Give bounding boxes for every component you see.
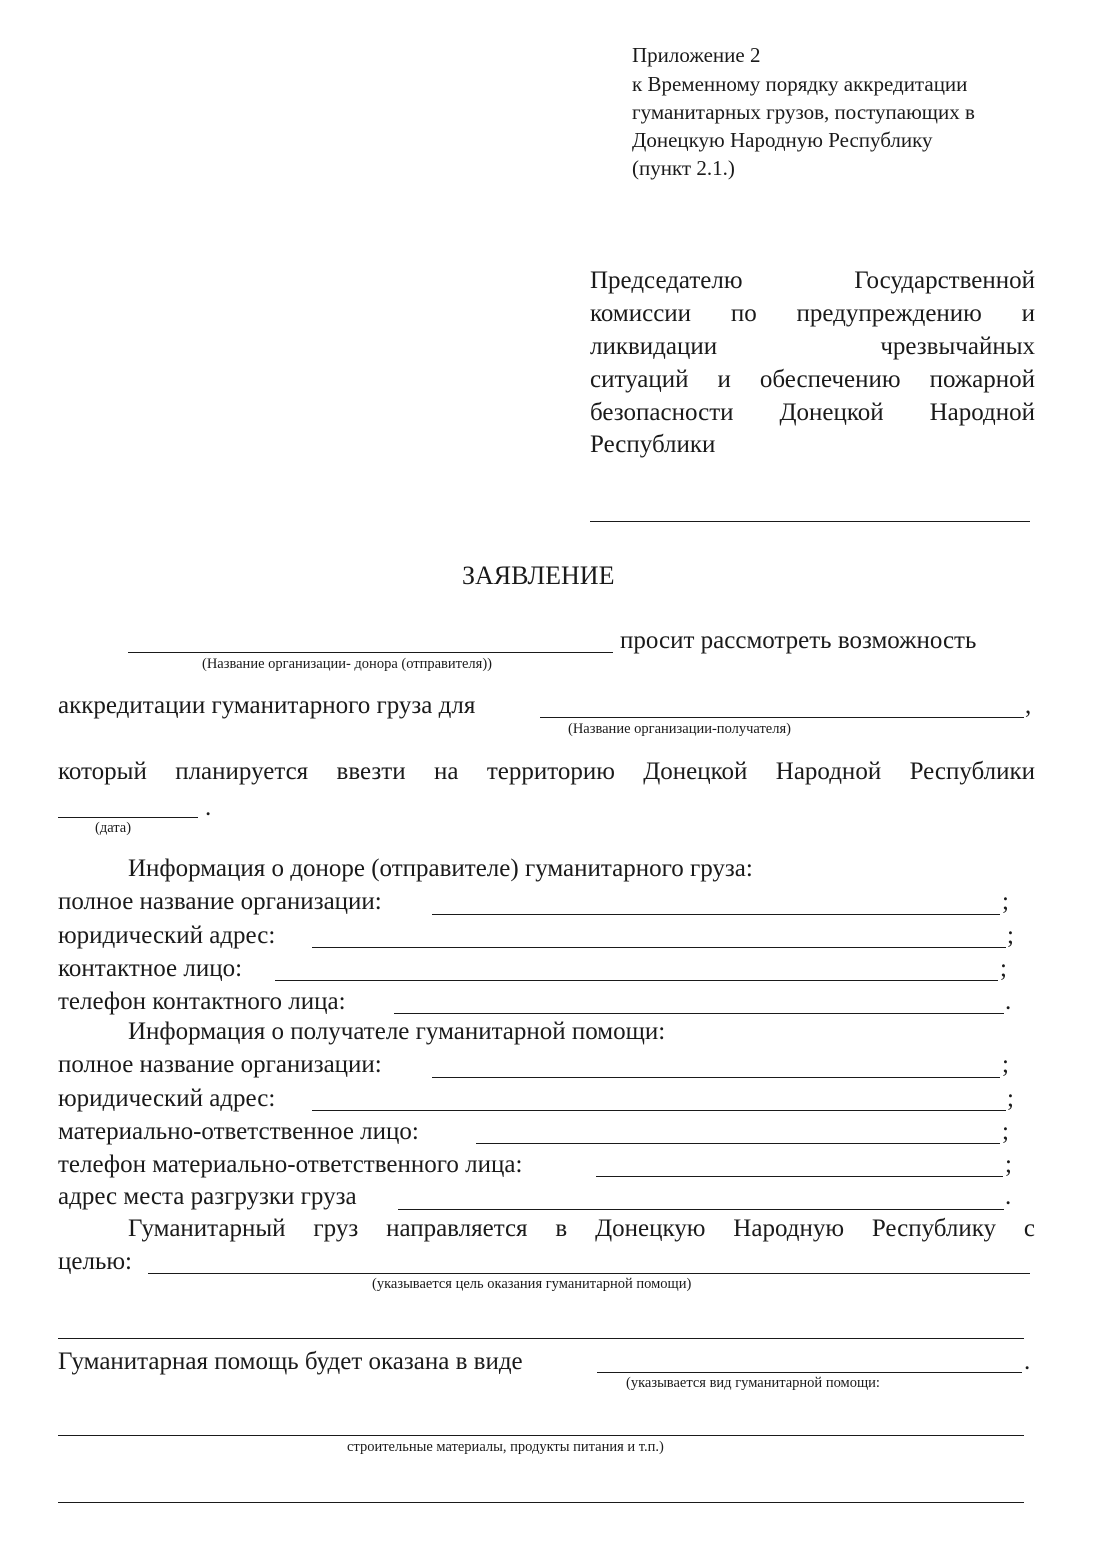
- purpose-field[interactable]: [148, 1273, 1030, 1274]
- recipient-info-heading: Информация о получателе гуманитарной помощи:: [128, 1018, 666, 1045]
- purpose-caption: (указывается цель оказания гуманитарной помощи): [372, 1276, 692, 1292]
- request-asks-text: просит рассмотреть возможность: [620, 627, 977, 654]
- recipient-full-name-field[interactable]: [432, 1077, 1000, 1078]
- recipient-responsible-phone-field[interactable]: [596, 1176, 1003, 1177]
- appendix-line: гуманитарных грузов, поступающих в: [632, 100, 975, 124]
- appendix-line: Приложение 2: [632, 43, 761, 67]
- aid-kind-field[interactable]: [597, 1372, 1022, 1373]
- date-caption: (дата): [95, 820, 132, 836]
- aid-kind-text: Гуманитарная помощь будет оказана в виде: [58, 1348, 523, 1375]
- purpose-text-line1: Гуманитарный груз направляется в Донецкую Народную Республику с: [128, 1215, 1035, 1242]
- aid-kind-caption: (указывается вид гуманитарной помощи:: [626, 1375, 880, 1391]
- aid-kind-period: .: [1024, 1348, 1031, 1375]
- addressee-line: Республики: [590, 431, 716, 458]
- donor-field-label: контактное лицо:: [58, 955, 243, 982]
- field-end-mark: ;: [1000, 955, 1007, 982]
- recipient-legal-address-field[interactable]: [312, 1110, 1006, 1111]
- recipient-name-field[interactable]: [540, 717, 1024, 718]
- field-end-mark: ;: [1002, 1118, 1009, 1145]
- donor-name-field[interactable]: [128, 652, 613, 653]
- field-end-mark: ;: [1005, 1151, 1012, 1178]
- field-end-mark: .: [1005, 988, 1012, 1015]
- addressee-name-field[interactable]: [590, 521, 1030, 522]
- recipient-responsible-person-field[interactable]: [476, 1143, 1000, 1144]
- aid-kind-field-continuation[interactable]: [58, 1435, 1024, 1436]
- appendix-line: Донецкую Народную Республику: [632, 128, 933, 152]
- recipient-field-label: материально-ответственное лицо:: [58, 1118, 419, 1145]
- field-end-mark: .: [1005, 1183, 1012, 1210]
- addressee-line: ситуаций и обеспечению пожарной: [590, 366, 1035, 393]
- field-end-mark: ;: [1002, 888, 1009, 915]
- recipient-field-label: адрес места разгрузки груза: [58, 1183, 357, 1210]
- appendix-line: (пункт 2.1.): [632, 156, 735, 180]
- unloading-address-field[interactable]: [398, 1209, 1004, 1210]
- donor-legal-address-field[interactable]: [312, 947, 1006, 948]
- request-period: .: [205, 794, 212, 821]
- recipient-field-label: полное название организации:: [58, 1051, 382, 1078]
- donor-field-label: полное название организации:: [58, 888, 382, 915]
- date-field[interactable]: [58, 817, 198, 818]
- donor-name-caption: (Название организации- донора (отправителя)): [202, 656, 492, 672]
- donor-info-heading: Информация о доноре (отправителе) гуманитарного груза:: [128, 855, 753, 882]
- recipient-field-label: телефон материально-ответственного лица:: [58, 1151, 523, 1178]
- purpose-field-continuation[interactable]: [58, 1338, 1024, 1339]
- document-title: ЗАЯВЛЕНИЕ: [462, 561, 615, 590]
- field-end-mark: ;: [1007, 922, 1014, 949]
- addressee-line: Председателю Государственной: [590, 267, 1035, 294]
- purpose-text-line2: целью:: [58, 1248, 132, 1275]
- appendix-line: к Временному порядку аккредитации: [632, 72, 968, 96]
- field-end-mark: ;: [1002, 1051, 1009, 1078]
- addressee-line: ликвидации чрезвычайных: [590, 333, 1035, 360]
- addressee-line: комиссии по предупреждению и: [590, 300, 1035, 327]
- aid-kind-caption-continuation: строительные материалы, продукты питания и т.п.): [347, 1439, 664, 1455]
- request-import-text: который планируется ввезти на территорию Донецкой Народной Республики: [58, 758, 1035, 785]
- addressee-line: безопасности Донецкой Народной: [590, 399, 1035, 426]
- recipient-name-caption: (Название организации-получателя): [568, 721, 791, 737]
- field-end-mark: ;: [1007, 1085, 1014, 1112]
- request-accreditation-text: аккредитации гуманитарного груза для: [58, 692, 476, 719]
- recipient-field-label: юридический адрес:: [58, 1085, 276, 1112]
- donor-field-label: телефон контактного лица:: [58, 988, 346, 1015]
- aid-kind-field-extra[interactable]: [58, 1502, 1024, 1503]
- donor-contact-phone-field[interactable]: [394, 1013, 1004, 1014]
- donor-full-name-field[interactable]: [432, 914, 1000, 915]
- donor-field-label: юридический адрес:: [58, 922, 276, 949]
- request-comma: ,: [1025, 692, 1032, 719]
- donor-contact-person-field[interactable]: [275, 980, 998, 981]
